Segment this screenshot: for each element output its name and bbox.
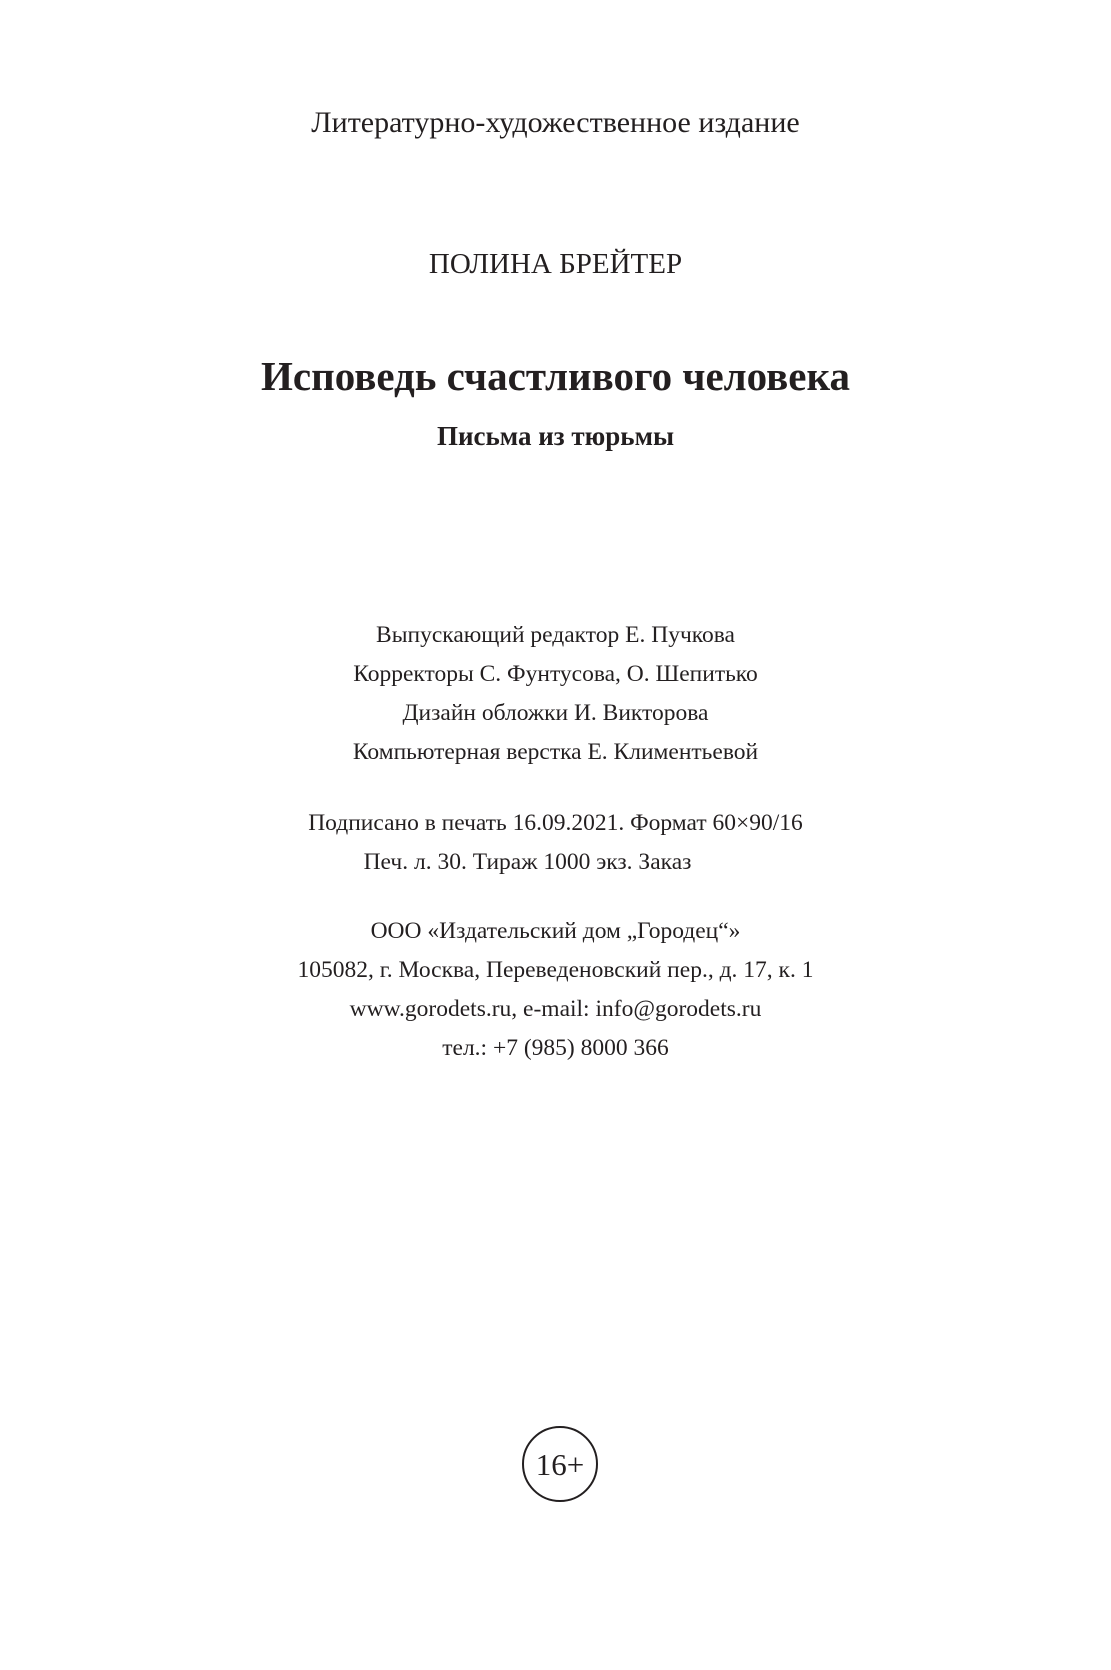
- book-title: Исповедь счастливого человека: [261, 353, 850, 399]
- credit-cover-design: Дизайн обложки И. Викторова: [402, 700, 709, 726]
- publisher-phone: тел.: +7 (985) 8000 366: [442, 1035, 669, 1061]
- printing-info-block: [0, 804, 1111, 882]
- edition-type: Литературно-художественное издание: [311, 106, 800, 139]
- age-rating-badge: 16+: [522, 1426, 598, 1502]
- publisher-address: 105082, г. Москва, Переведеновский пер., д. 17, к. 1: [297, 957, 814, 983]
- publisher-web-email: www.gorodets.ru, e-mail: info@gorodets.ru: [349, 996, 762, 1022]
- credit-layout: Компьютерная верстка Е. Климентьевой: [352, 739, 759, 765]
- publisher-name: ООО «Издательский дом „Городец“»: [370, 918, 741, 944]
- credit-proofreaders: Корректоры С. Фунтусова, О. Шепитько: [353, 661, 758, 687]
- printing-run-order: Печ. л. 30. Тираж 1000 экз. Заказ: [363, 849, 692, 875]
- credit-editor: Выпускающий редактор Е. Пучкова: [376, 622, 735, 648]
- publisher-block: [0, 912, 1111, 1068]
- printing-signed-format: Подписано в печать 16.09.2021. Формат 60×90/16: [308, 810, 803, 836]
- author-name: ПОЛИНА БРЕЙТЕР: [428, 248, 683, 280]
- book-subtitle: Письма из тюрьмы: [436, 421, 675, 451]
- credits-block: [0, 616, 1111, 772]
